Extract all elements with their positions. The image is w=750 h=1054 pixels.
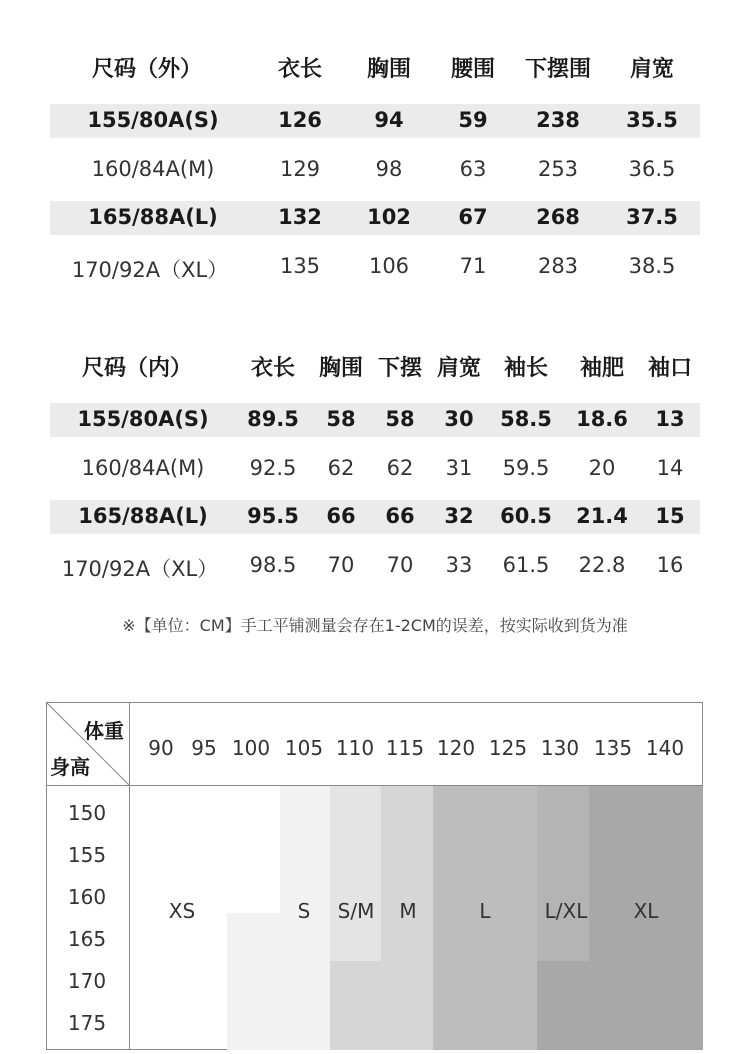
outer-cell-size: 165/88A(L) (88, 205, 218, 229)
outer-cell-size: 170/92A（XL） (71, 258, 229, 282)
inner-cell: 58 (385, 407, 415, 431)
outer-cell: 67 (458, 205, 488, 229)
inner-header-sleeve-width: 袖肥 (579, 356, 625, 381)
inner-header-sleeve-length: 袖长 (503, 356, 549, 381)
inner-cell: 60.5 (500, 504, 552, 528)
header-divider (47, 785, 702, 786)
inner-cell: 15 (655, 504, 685, 528)
outer-cell: 132 (278, 205, 322, 229)
inner-cell: 14 (656, 456, 684, 480)
size-label-xs: XS (168, 899, 196, 923)
inner-cell: 61.5 (502, 553, 550, 577)
outer-cell: 94 (374, 108, 404, 132)
outer-cell-size: 160/84A(M) (91, 157, 215, 181)
weight-label: 130 (540, 736, 580, 760)
inner-cell: 22.8 (578, 553, 626, 577)
zone-s-lower (227, 913, 280, 1050)
inner-cell: 98.5 (249, 553, 297, 577)
height-label: 160 (67, 885, 107, 909)
corner-height-label: 身高 (50, 755, 90, 779)
inner-cell: 32 (444, 504, 474, 528)
inner-cell: 58 (326, 407, 356, 431)
inner-cell: 66 (385, 504, 415, 528)
inner-cell: 89.5 (247, 407, 299, 431)
inner-cell: 92.5 (249, 456, 297, 480)
inner-header-chest: 胸围 (318, 356, 364, 381)
measurement-note: ※【单位：CM】手工平铺测量会存在1-2CM的误差，按实际收到货为准 (122, 616, 628, 635)
height-label: 150 (67, 801, 107, 825)
inner-cell: 13 (655, 407, 685, 431)
size-label-m: M (399, 899, 417, 923)
height-label: 165 (67, 927, 107, 951)
inner-cell: 62 (327, 456, 355, 480)
inner-cell-size: 155/80A(S) (77, 407, 209, 431)
outer-cell: 36.5 (628, 157, 676, 181)
weight-label: 100 (231, 736, 271, 760)
inner-header-hem: 下摆 (377, 356, 423, 381)
outer-cell: 129 (279, 157, 321, 181)
inner-cell: 62 (386, 456, 414, 480)
outer-cell-size: 155/80A(S) (87, 108, 219, 132)
inner-cell: 20 (588, 456, 616, 480)
outer-cell: 98 (375, 157, 403, 181)
inner-cell: 66 (326, 504, 356, 528)
inner-header-shoulder: 肩宽 (436, 356, 482, 381)
inner-cell-size: 160/84A(M) (81, 456, 205, 480)
outer-header-length: 衣长 (277, 57, 323, 82)
outer-cell: 238 (536, 108, 580, 132)
inner-header-cuff: 袖口 (647, 356, 693, 381)
inner-cell-size: 165/88A(L) (78, 504, 208, 528)
weight-label: 105 (284, 736, 324, 760)
outer-cell: 126 (278, 108, 322, 132)
height-label: 170 (67, 969, 107, 993)
size-label-xl: XL (633, 899, 659, 923)
outer-cell: 253 (537, 157, 579, 181)
outer-cell: 102 (367, 205, 411, 229)
size-label-s: S (297, 899, 311, 923)
inner-cell: 21.4 (576, 504, 628, 528)
size-recommendation-grid (46, 702, 703, 1050)
weight-label: 95 (191, 736, 217, 760)
inner-cell: 31 (445, 456, 473, 480)
outer-header-hem: 下摆围 (524, 57, 592, 82)
weight-label: 115 (385, 736, 425, 760)
inner-cell: 18.6 (576, 407, 628, 431)
weight-label: 90 (148, 736, 174, 760)
zone-xl-lower (537, 961, 589, 1050)
outer-header-shoulder: 肩宽 (629, 57, 675, 82)
weight-label: 135 (593, 736, 633, 760)
outer-cell: 35.5 (626, 108, 678, 132)
weight-label: 110 (335, 736, 375, 760)
inner-cell: 30 (444, 407, 474, 431)
inner-cell: 33 (445, 553, 473, 577)
outer-cell: 106 (368, 254, 410, 278)
inner-cell: 70 (386, 553, 414, 577)
zone-sm (330, 786, 381, 961)
corner-weight-label: 体重 (84, 719, 124, 743)
outer-cell: 59 (458, 108, 488, 132)
weight-label: 120 (436, 736, 476, 760)
zone-lxl (537, 786, 589, 961)
outer-cell: 38.5 (628, 254, 676, 278)
size-label-l: L (479, 899, 491, 923)
outer-cell: 135 (279, 254, 321, 278)
outer-cell: 71 (459, 254, 487, 278)
inner-cell: 16 (656, 553, 684, 577)
outer-header-chest: 胸围 (366, 57, 412, 82)
inner-cell: 70 (327, 553, 355, 577)
size-label-lxl: L/XL (544, 899, 588, 923)
weight-label: 140 (645, 736, 685, 760)
inner-cell: 58.5 (500, 407, 552, 431)
inner-cell: 59.5 (502, 456, 550, 480)
weight-label: 125 (488, 736, 528, 760)
outer-cell: 283 (537, 254, 579, 278)
zone-m-lower (330, 961, 381, 1050)
outer-cell: 268 (536, 205, 580, 229)
height-label: 175 (67, 1011, 107, 1035)
outer-cell: 63 (459, 157, 487, 181)
inner-cell: 95.5 (247, 504, 299, 528)
size-label-sm: S/M (337, 899, 375, 923)
inner-header-size: 尺码（内） (81, 356, 193, 381)
outer-header-size: 尺码（外） (91, 57, 203, 82)
inner-header-length: 衣长 (250, 356, 296, 381)
inner-cell-size: 170/92A（XL） (61, 557, 219, 581)
outer-cell: 37.5 (626, 205, 678, 229)
height-label: 155 (67, 843, 107, 867)
outer-header-waist: 腰围 (450, 57, 496, 82)
